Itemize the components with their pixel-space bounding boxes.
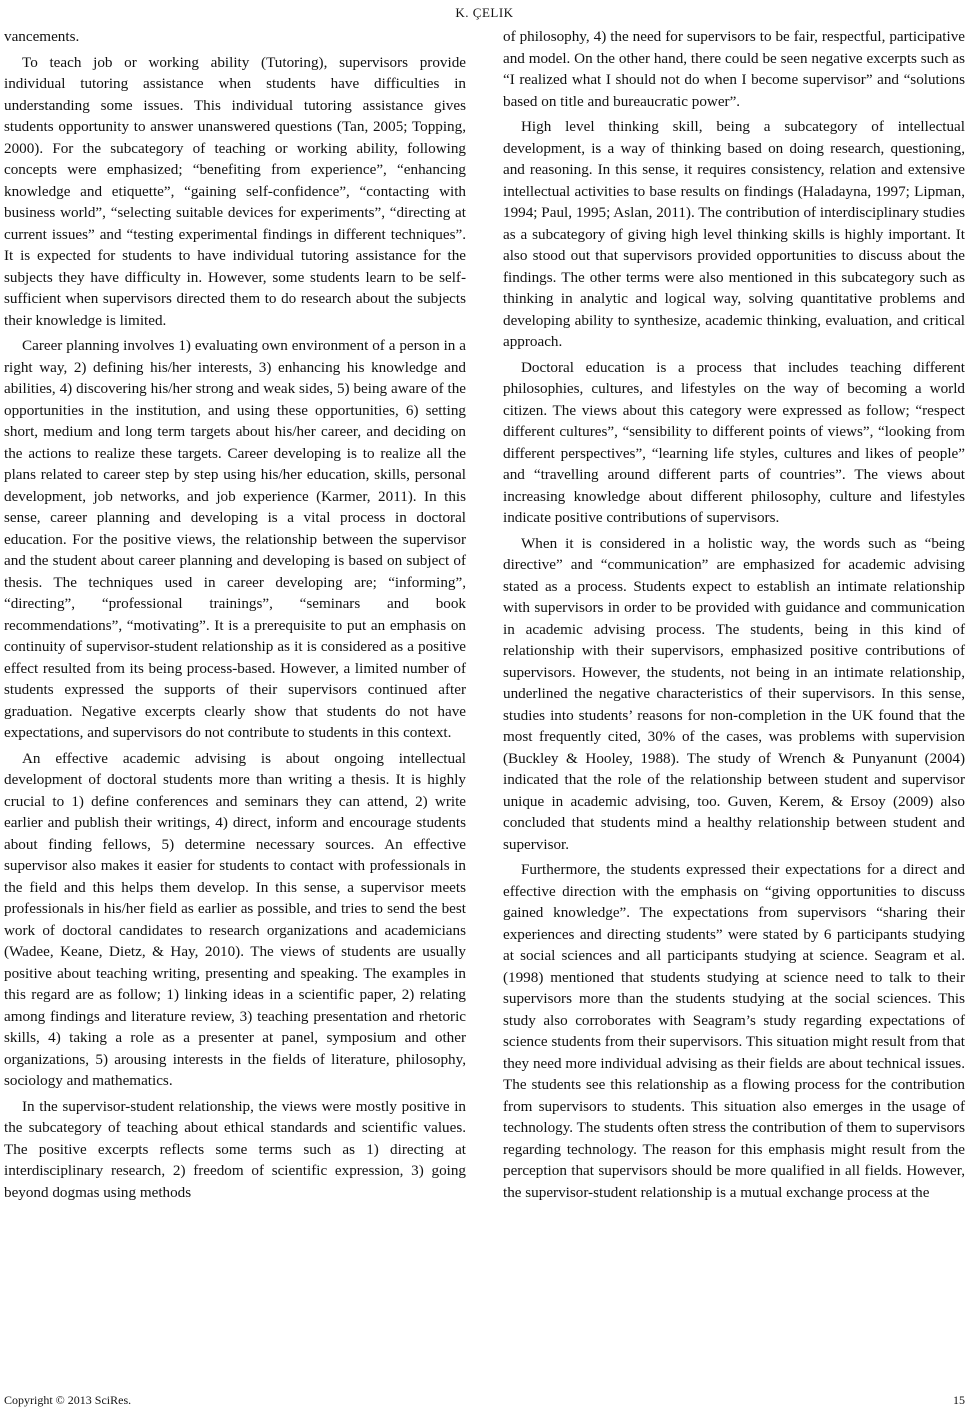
paragraph: Doctoral education is a process that includes teaching different philosophies, cultures, and lifestyles on the way of becoming a world citizen. The views about this category were expressed as follow; “respect different cultures”, “sensibility to different points of views”, “looking from different perspectives”, “learning life styles, cultures and likes of people” and “travelling around different parts of countries”. The views about increasing knowledge about different philosophy, culture and lifestyles indicate positive contributions of supervisors. [503,358,965,526]
paragraph: High level thinking skill, being a subcategory of intellectual development, is a way of thinking based on doing research, questioning, and reasoning. In this sense, it requires consistency, relation and extensive intellectual activities to base results on findings (Haladayna, 1997; Lipman, 1994; Paul, 1995; Aslan, 2011). The contribution of interdisciplinary studies as a subcategory of giving high level thinking skills is highly important. It also stood out that supervisors provided opportunities to discuss about the findings. The other terms were also mentioned in this subcategory such as thinking in analytic and logical way, solving quantitative problems and developing ability to synthesize, academic thinking, evaluation, and critical approach. [503,118,965,350]
copyright-notice: Copyright © 2013 SciRes. [4,1393,132,1407]
right-column [503,26,965,1203]
paragraph: of philosophy, 4) the need for supervisors to be fair, respectful, participative and model. On the other hand, there could be seen negative excerpts such as “I realized what I should not do when I become supervisor” and “solutions based on title and bureaucratic power”. [503,28,965,110]
paragraph: To teach job or working ability (Tutoring), supervisors provide individual tutoring assistance when students have difficulties in understanding some issues. This individual tutoring assistance gives students opportunity to answer unanswered questions (Tan, 2005; Topping, 2000). For the subcategory of teaching or working ability, following concepts were emphasized; “benefiting from experience”, “enhancing knowledge and etiquette”, “gaining self-confidence”, “contacting with business world”, “selecting suitable devices for experiments”, “directing at current issues” and “testing experimental findings in different techniques”. It is expected for students to have individual tutoring assistance for the subjects they have difficulty in. However, some students learn to be self-sufficient when supervisors directed them to do research about the subjects their knowledge is limited. [4,53,466,329]
page-number: 15 [953,1393,965,1407]
left-column [4,26,466,1203]
paragraph: An effective academic advising is about ongoing intellectual development of doctoral students more than writing a thesis. It is highly crucial to 1) define conferences and seminars they can attend, 2) write earlier and publish their writings, 4) direct, inform and encourage students about finding fellows, 5) determine necessary sources. An effective supervisor also makes it easier for students to contact with professionals in the field and this helps them develop. In this sense, a supervisor meets professionals in his/her field as earlier as possible, and tries to send the best work of doctoral candidates to research organizations and academicians (Wadee, Keane, Dietz, & Hay, 2010). The views of students are usually positive about teaching writing, presenting and speaking. The examples in this regard are as follow; 1) linking ideas in a scientific paper, 2) relating among findings and literature review, 3) teaching presentation and rhetoric skills, 4) taking a role as a presenter at panel, symposium and other organizations, 5) arousing interests in the fields of literature, philosophy, sociology and mathematics. [4,749,466,1089]
paragraph: When it is considered in a holistic way, the words such as “being directive” and “communication” are emphasized for academic advising stated as a process. Students expect to establish an intimate relationship with supervisors in order to be provided with guidance and communication in academic advising process. The students, being in this kind of relationship with their supervisors, emphasized positive contributions of supervisors. However, the students, not being in an intimate relationship, underlined the negative characteristics of their supervisors. In this sense, studies into students’ reasons for non-completion in the UK found that the most frequently cited, 30% of the cases, was problems with supervision (Buckley & Hooley, 1988). The study of Wrench & Punyanunt (2004) indicated that the role of the relationship between student and supervisor unique in academic advising, too. Guven, Kerem, & Ersoy (2009) also concluded that students mind a healthy relationship between student and supervisor. [503,534,965,853]
running-head: K. ÇELIK [455,5,514,20]
paragraph: In the supervisor-student relationship, the views were mostly positive in the subcategory of teaching about ethical standards and scientific values. The positive excerpts reflects some terms such as 1) directing at interdisciplinary research, 2) freedom of scientific expression, 3) going beyond dogmas using methods [4,1097,466,1201]
paragraph: vancements. [4,28,80,45]
paragraph: Career planning involves 1) evaluating own environment of a person in a right way, 2) defining his/her interests, 3) enhancing his knowledge and abilities, 4) discovering his/her strong and weak sides, 5) being aware of the opportunities in the institution, and using these opportunities, 6) setting short, medium and long term targets about his/her career, and deciding on the actions to realize these targets. Career developing is to realize all the plans related to career step by step using his/her education, skills, personal development, job networks, and job experience (Karmer, 2011). In this sense, career planning and developing is a vital process in doctoral education. For the positive views, the relationship between the supervisor and the student about career planning and developing is based on subject of thesis. The techniques used in career developing are; “informing”, “directing”, “professional trainings”, “seminars and book recommendations”, “motivating”. It is a prerequisite to put an emphasis on continuity of supervisor-student relationship as it is considered as a positive effect resulted from its being process-based. However, a limited number of students expressed the supports of their supervisors continued after graduation. Negative excerpts clearly show that students do not have expectations, and supervisors do not contribute to students in this context. [4,337,466,741]
paragraph: Furthermore, the students expressed their expectations for a direct and effective direction with the emphasis on “giving opportunities to discuss gained knowledge”. The expectations from supervisors “sharing their experiences and directing students” were stated by 6 participants studying at social sciences and all participants studying at science. Seagram et al. (1998) mentioned that students studying at science need to talk to their supervisors more than the students studying at the social sciences. This study also corroborates with Seagram’s study regarding expectations of science students from their supervisors. This situation might result from that they need more individual advising as their fields are about technical issues. The students see this relationship as a flowing process for the contribution from supervisors to students. This situation also emerges in the usage of technology. The students often stress the contribution of them to supervisors regarding technology. The reason for this emphasis might result from the perception that supervisors should be more qualified in all fields. However, the supervisor-student relationship is a mutual exchange process at the [503,861,965,1201]
